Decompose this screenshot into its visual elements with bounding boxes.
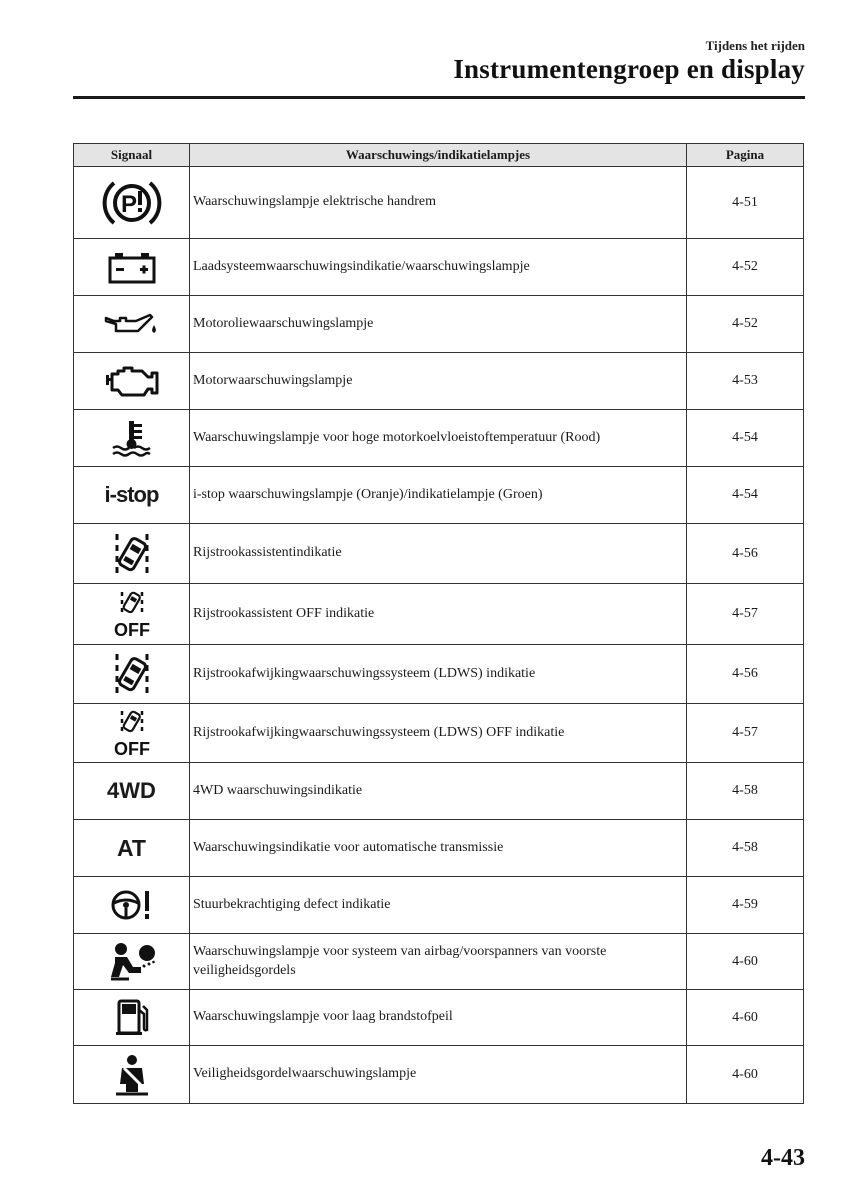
table-row <box>74 239 804 296</box>
row-page: 4-54 <box>687 467 804 524</box>
row-page: 4-53 <box>687 353 804 410</box>
row-description: Rijstrookassistent OFF indikatie <box>190 584 687 645</box>
row-page: 4-58 <box>687 820 804 877</box>
fuel-pump-icon <box>113 998 151 1038</box>
table-row <box>74 167 804 239</box>
row-page: 4-52 <box>687 239 804 296</box>
svg-text:P: P <box>120 190 137 218</box>
ldws-icon <box>112 651 152 697</box>
row-description: Waarschuwingsindikatie voor automatische transmissie <box>190 820 687 877</box>
lane-assist-off-icon <box>111 590 153 638</box>
table-row <box>74 877 804 934</box>
row-page: 4-59 <box>687 877 804 934</box>
oil-can-icon <box>102 309 162 339</box>
svg-text:OFF: OFF <box>113 739 150 757</box>
row-page: 4-58 <box>687 763 804 820</box>
coolant-temperature-icon <box>109 418 155 458</box>
row-description: Veiligheidsgordelwaarschuwingslampje <box>190 1046 687 1104</box>
title-divider <box>73 96 805 99</box>
battery-icon <box>107 250 157 284</box>
column-header-description: Waarschuwings/indikatielampjes <box>190 144 687 167</box>
table-row <box>74 296 804 353</box>
table-row <box>74 704 804 763</box>
table-header-row <box>74 144 804 167</box>
row-page: 4-52 <box>687 296 804 353</box>
table-row <box>74 353 804 410</box>
row-description: Rijstrookafwijkingwaarschuwingssysteem (LDWS) OFF indikatie <box>190 704 687 763</box>
column-header-page: Pagina <box>687 144 804 167</box>
table-row <box>74 1046 804 1104</box>
row-description: Waarschuwingslampje voor systeem van airbag/voorspanners van voorste veiligheidsgordels <box>190 934 687 990</box>
table-row <box>74 820 804 877</box>
table-row <box>74 990 804 1046</box>
row-description: Stuurbekrachtiging defect indikatie <box>190 877 687 934</box>
i-stop-icon: i-stop <box>104 482 159 507</box>
svg-text:OFF: OFF <box>113 620 150 638</box>
table-row <box>74 645 804 704</box>
warning-lights-table <box>73 143 804 1104</box>
row-page: 4-51 <box>687 167 804 239</box>
table-row <box>74 584 804 645</box>
seatbelt-icon <box>112 1054 152 1096</box>
row-description: Motoroliewaarschuwingslampje <box>190 296 687 353</box>
section-label: Tijdens het rijden <box>705 38 805 53</box>
row-page: 4-57 <box>687 704 804 763</box>
column-header-signal: Signaal <box>74 144 190 167</box>
table-row <box>74 934 804 990</box>
row-page: 4-60 <box>687 1046 804 1104</box>
power-steering-icon <box>109 888 155 922</box>
page-title: Instrumentengroep en display <box>453 54 805 84</box>
ldws-off-icon <box>111 709 153 757</box>
row-description: i-stop waarschuwingslampje (Oranje)/indikatielampje (Groen) <box>190 467 687 524</box>
lane-assist-icon <box>112 531 152 577</box>
row-page: 4-60 <box>687 934 804 990</box>
table-row <box>74 467 804 524</box>
row-description: Rijstrookassistentindikatie <box>190 524 687 584</box>
airbag-icon <box>107 941 157 983</box>
page-number: 4-43 <box>761 1145 805 1171</box>
row-page: 4-56 <box>687 645 804 704</box>
row-description: Rijstrookafwijkingwaarschuwingssysteem (LDWS) indikatie <box>190 645 687 704</box>
row-page: 4-56 <box>687 524 804 584</box>
row-description: Waarschuwingslampje voor laag brandstofpeil <box>190 990 687 1046</box>
row-page: 4-60 <box>687 990 804 1046</box>
engine-icon <box>104 364 160 398</box>
row-description: Laadsysteemwaarschuwingsindikatie/waarschuwingslampje <box>190 239 687 296</box>
at-icon: AT <box>117 834 146 861</box>
table-row <box>74 524 804 584</box>
table-row <box>74 410 804 467</box>
row-description: Motorwaarschuwingslampje <box>190 353 687 410</box>
row-description: 4WD waarschuwingsindikatie <box>190 763 687 820</box>
parking-brake-warning-icon <box>102 175 162 231</box>
4wd-icon: 4WD <box>107 778 156 803</box>
row-page: 4-57 <box>687 584 804 645</box>
row-description: Waarschuwingslampje elektrische handrem <box>190 167 687 239</box>
row-page: 4-54 <box>687 410 804 467</box>
row-description: Waarschuwingslampje voor hoge motorkoelvloeistoftemperatuur (Rood) <box>190 410 687 467</box>
table-row <box>74 763 804 820</box>
